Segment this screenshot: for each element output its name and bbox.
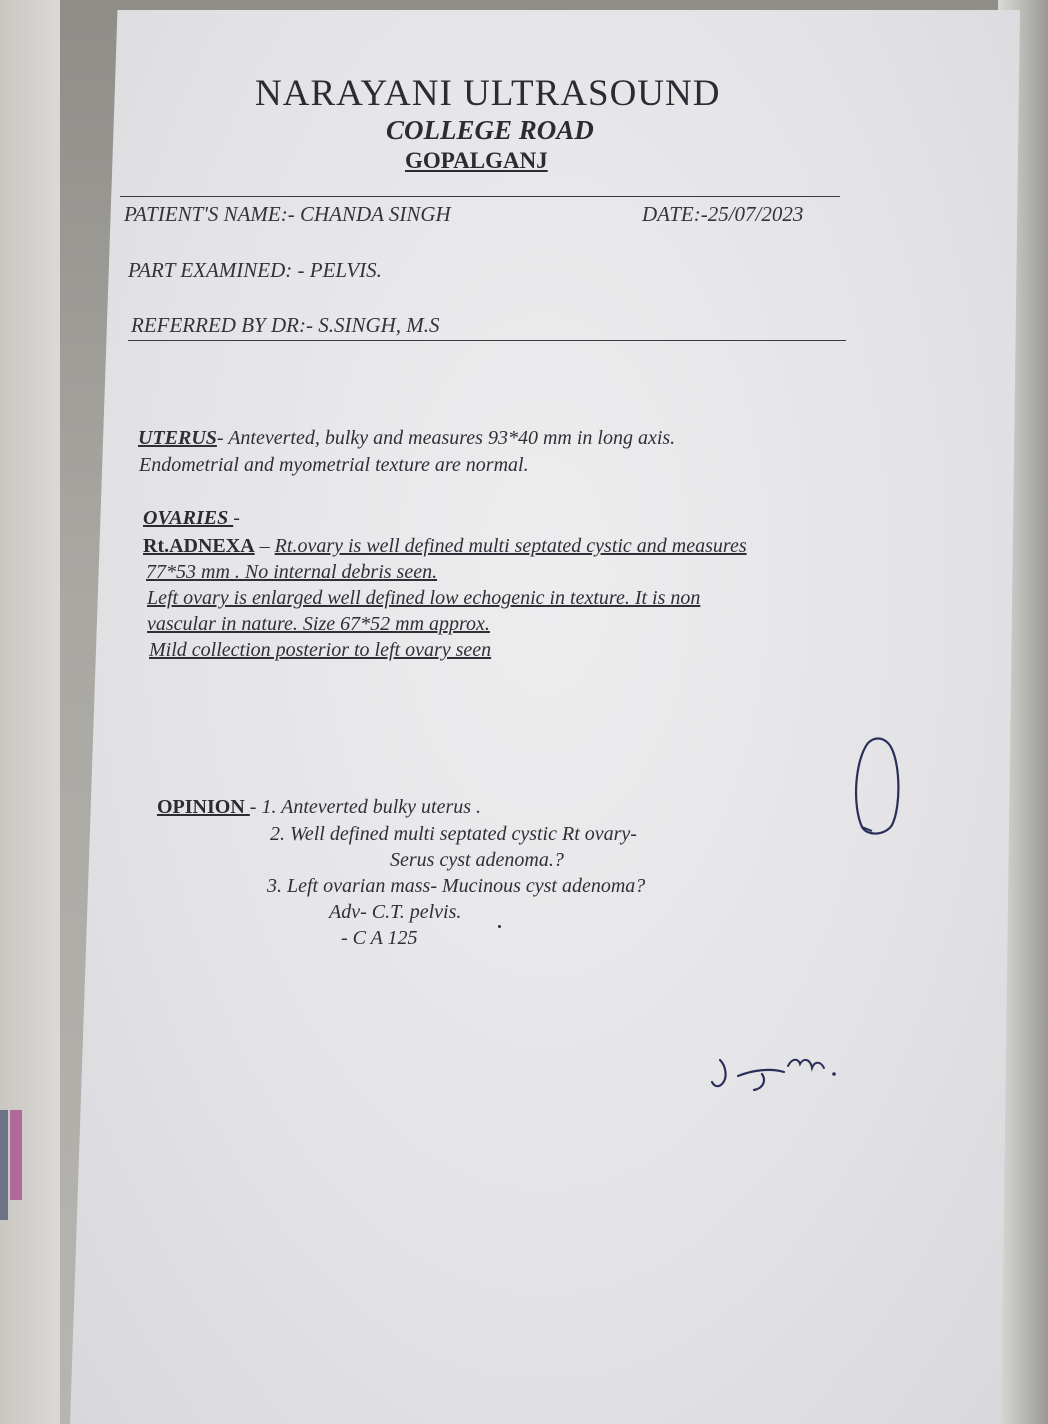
ovaries-heading-line — [143, 507, 240, 530]
header-divider — [120, 196, 840, 197]
uterus-text: - Anteverted, bulky and measures 93*40 mm in long axis. — [216, 427, 676, 449]
ovaries-heading: OVARIES — [143, 507, 234, 529]
referred-by: REFERRED BY DR:- S.SINGH, M.S — [131, 313, 440, 337]
folder-edge — [0, 1110, 8, 1220]
opinion-item-2b: Serus cyst adenoma.? — [390, 849, 564, 871]
folder-tab — [10, 1110, 22, 1200]
opinion-line-1 — [157, 796, 481, 819]
underlying-page — [0, 0, 60, 1424]
rt-adnexa-heading: Rt.ADNEXA — [143, 535, 255, 557]
left-ovary-line-1: Left ovary is enlarged well defined low echogenic in texture. It is non — [147, 587, 701, 609]
rt-adnexa-separator: – — [254, 535, 275, 557]
uterus-line-2: Endometrial and myometrial texture are normal. — [139, 454, 529, 476]
ovaries-heading-suffix: - — [233, 507, 240, 529]
part-examined: PART EXAMINED: - PELVIS. — [128, 258, 382, 282]
patient-divider — [128, 340, 846, 341]
patient-name: PATIENT'S NAME:- CHANDA SINGH — [124, 202, 451, 226]
advice-ca125: - C A 125 — [341, 927, 418, 949]
left-ovary-line-3: Mild collection posterior to left ovary seen — [149, 639, 492, 661]
opinion-item-1: - 1. Anteverted bulky uterus . — [249, 796, 482, 818]
clinic-address: COLLEGE ROAD — [386, 115, 594, 145]
report-date: DATE:-25/07/2023 — [642, 202, 804, 226]
rt-adnexa-text: Rt.ovary is well defined multi septated cystic and measures — [274, 535, 747, 557]
handwritten-oval-mark — [850, 735, 910, 845]
ink-dot — [498, 925, 501, 928]
uterus-heading: UTERUS — [138, 427, 217, 449]
opinion-item-2: 2. Well defined multi septated cystic Rt ovary- — [270, 823, 637, 845]
opinion-heading: OPINION — [157, 796, 250, 818]
handwritten-signature — [708, 1048, 848, 1098]
opinion-item-3: 3. Left ovarian mass- Mucinous cyst adenoma? — [267, 875, 646, 897]
rt-adnexa-line-1 — [143, 535, 747, 558]
advice-ct: Adv- C.T. pelvis. — [329, 901, 462, 923]
uterus-line-1 — [138, 427, 675, 450]
clinic-city: GOPALGANJ — [405, 148, 548, 173]
rt-adnexa-line-2: 77*53 mm . No internal debris seen. — [146, 561, 438, 583]
left-ovary-line-2: vascular in nature. Size 67*52 mm approx. — [147, 613, 490, 635]
clinic-title: NARAYANI ULTRASOUND — [255, 73, 721, 114]
